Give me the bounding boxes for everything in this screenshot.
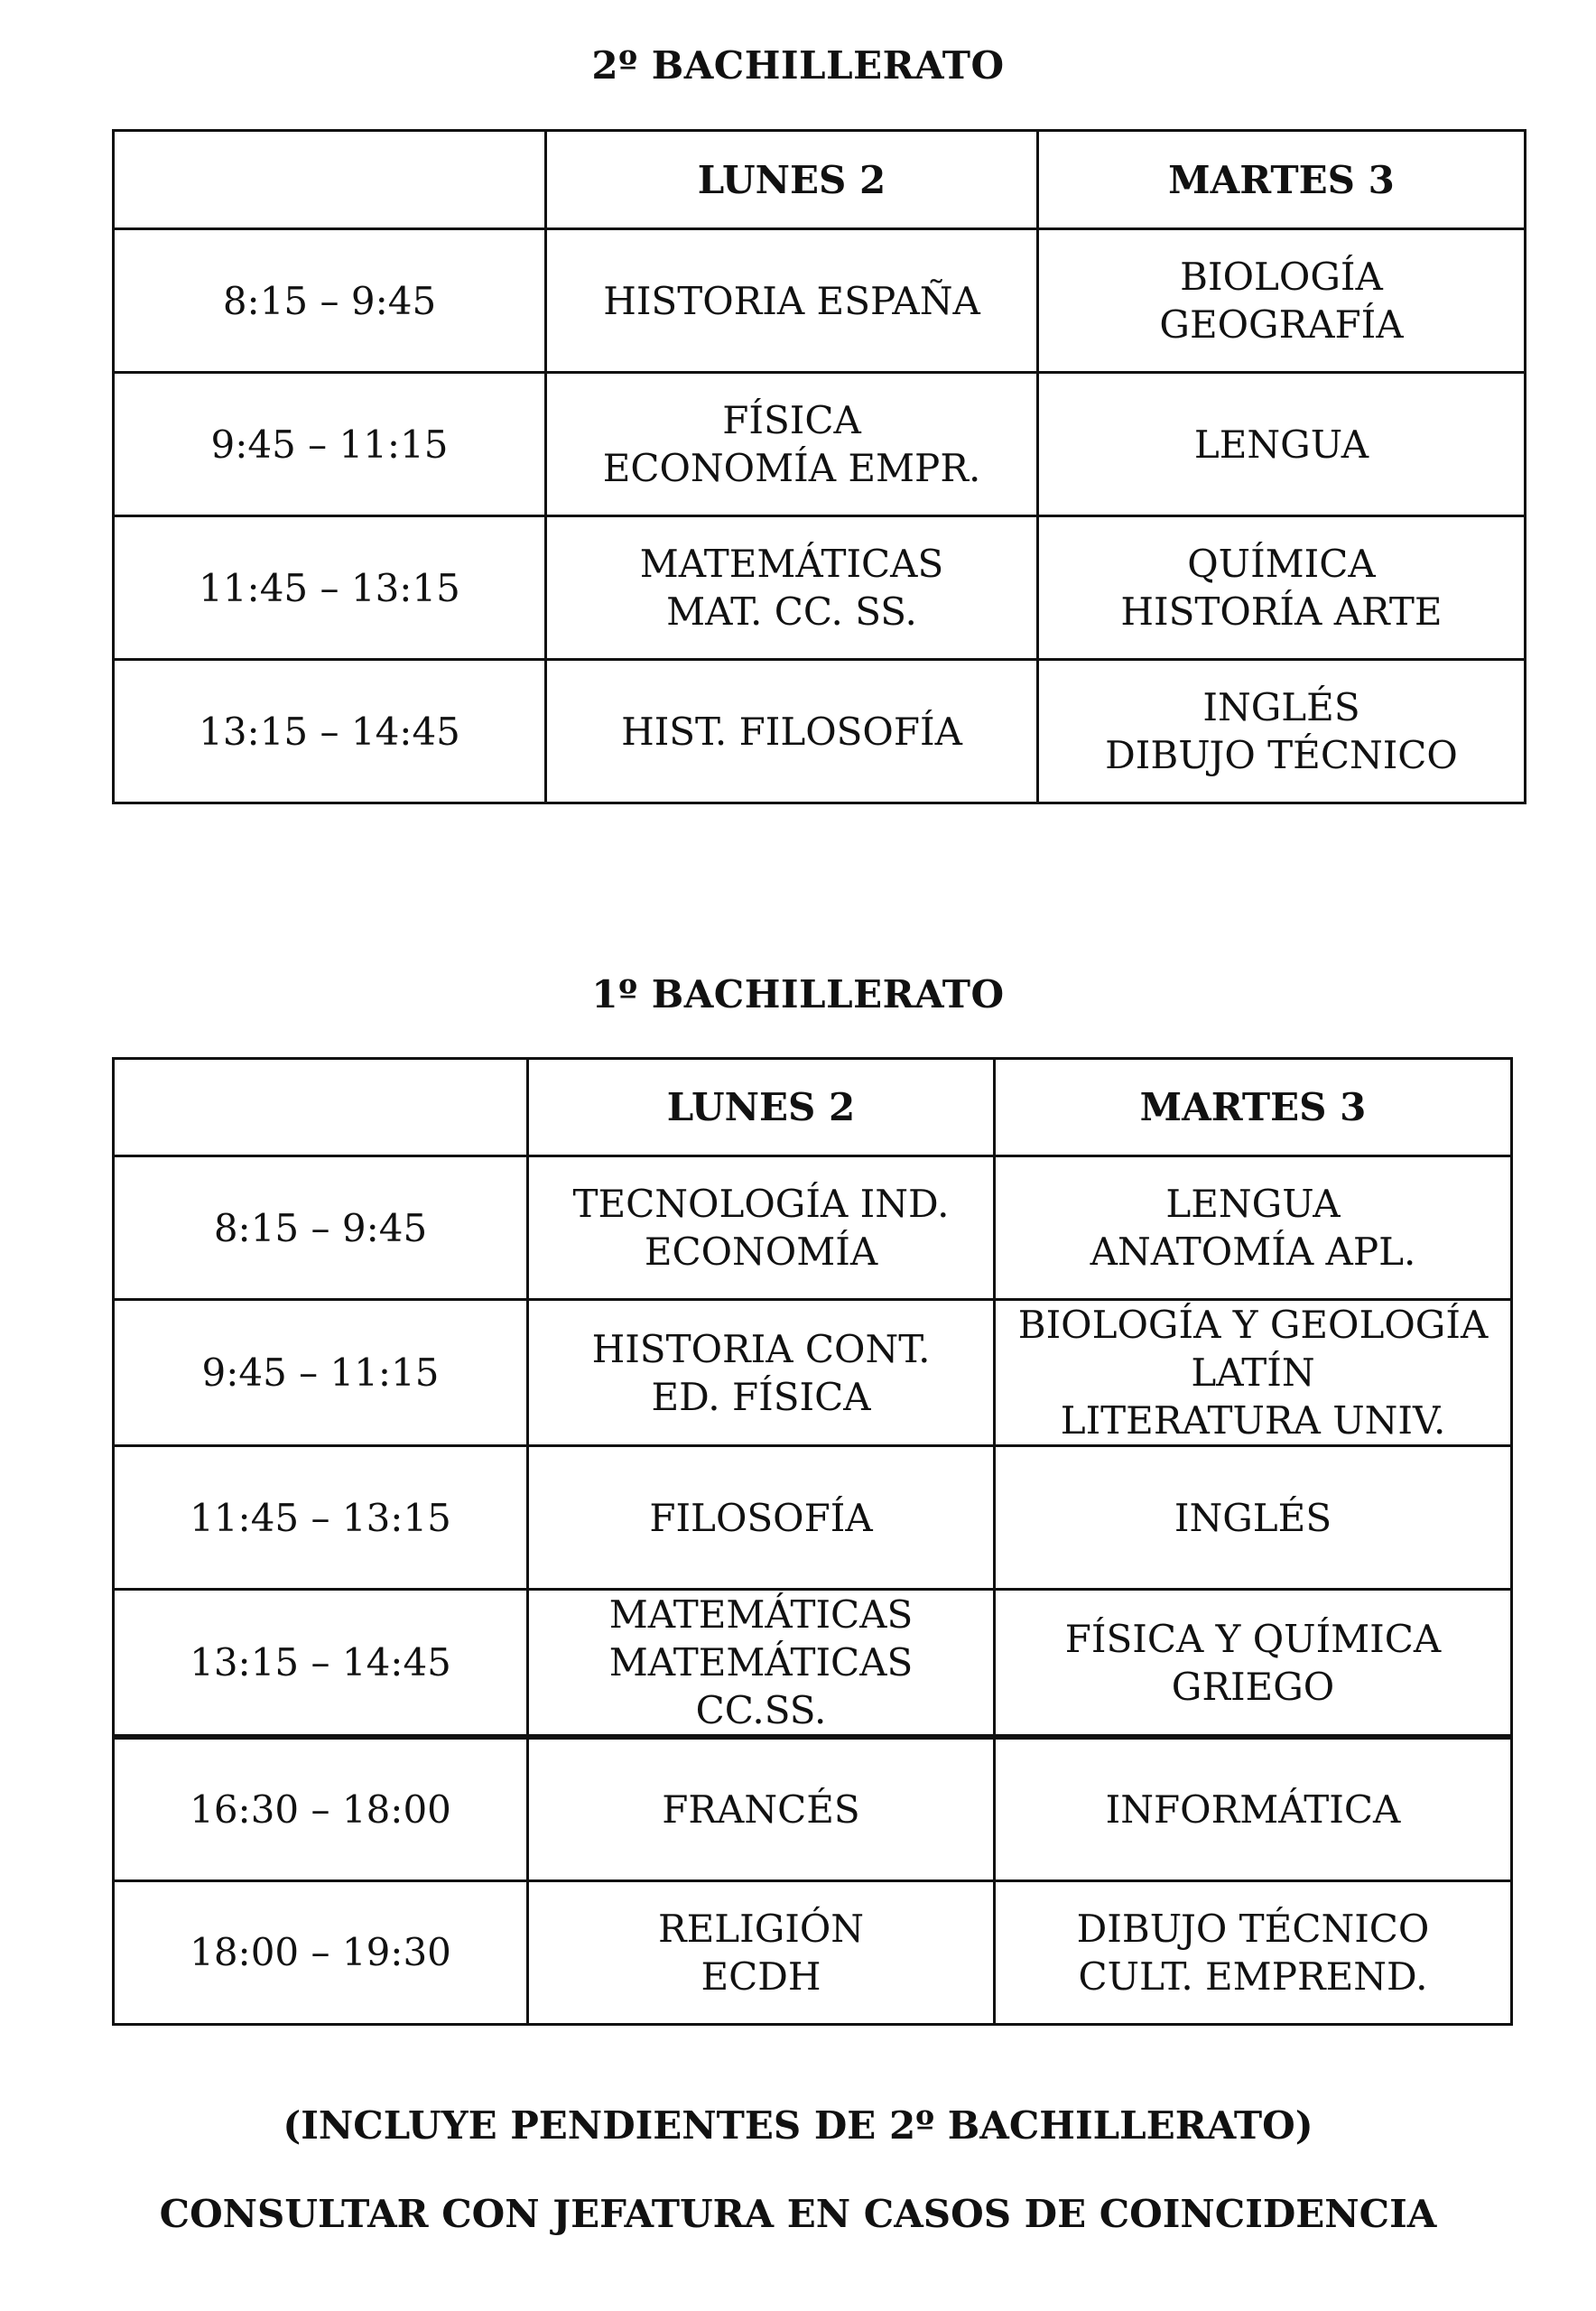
- time-cell: 18:00 – 19:30: [114, 1880, 528, 2024]
- bach1-title: 1º BACHILLERATO: [591, 972, 1005, 1016]
- subject: CC.SS.: [695, 1688, 827, 1732]
- subject-cell: [528, 1737, 995, 1880]
- time-cell: 11:45 – 13:15: [114, 1446, 528, 1590]
- bach1-header-row: [114, 1059, 1512, 1156]
- subject-cell: [1038, 229, 1526, 373]
- time-cell: 11:45 – 13:15: [114, 516, 546, 660]
- table-row: [114, 1590, 1512, 1738]
- bach1-day-lunes: LUNES 2: [528, 1059, 995, 1156]
- time-cell: 13:15 – 14:45: [114, 1590, 528, 1738]
- note-consultar: CONSULTAR CON JEFATURA EN CASOS DE COINCIDENCIA: [159, 2192, 1437, 2236]
- table-row: [114, 229, 1526, 373]
- table-row: [114, 660, 1526, 803]
- subject-cell: [546, 373, 1038, 516]
- subject: INGLÉS: [1202, 685, 1360, 729]
- note-pendientes: (INCLUYE PENDIENTES DE 2º BACHILLERATO): [283, 2103, 1313, 2148]
- subject-cell: [995, 1737, 1512, 1880]
- subject: BIOLOGÍA Y GEOLOGÍA: [1017, 1303, 1489, 1347]
- bach2-day-martes: MARTES 3: [1038, 131, 1526, 229]
- subject: HIST. FILOSOFÍA: [621, 709, 962, 754]
- subject-cell: [1038, 516, 1526, 660]
- subject: FRANCÉS: [662, 1787, 860, 1832]
- subject: LITERATURA UNIV.: [1060, 1398, 1446, 1443]
- bach2-title: 2º BACHILLERATO: [591, 43, 1005, 88]
- time-cell: 9:45 – 11:15: [114, 373, 546, 516]
- table-row: [114, 373, 1526, 516]
- bach2-corner-cell: [114, 131, 546, 229]
- subject-cell: [995, 1446, 1512, 1590]
- subject: FILOSOFÍA: [649, 1495, 873, 1540]
- subject: RELIGIÓN: [657, 1906, 865, 1951]
- subject: ECDH: [701, 1954, 821, 1999]
- subject: DIBUJO TÉCNICO: [1076, 1906, 1430, 1951]
- subject-cell: [995, 1590, 1512, 1738]
- bach2-header-row: [114, 131, 1526, 229]
- subject-cell: [528, 1300, 995, 1446]
- subject: INGLÉS: [1174, 1495, 1332, 1540]
- subject-cell: [546, 516, 1038, 660]
- subject: QUÍMICA: [1187, 542, 1376, 586]
- subject: MATEMÁTICAS: [608, 1640, 914, 1685]
- subject: ED. FÍSICA: [651, 1374, 871, 1419]
- time-cell: 13:15 – 14:45: [114, 660, 546, 803]
- time-cell: 8:15 – 9:45: [114, 1156, 528, 1300]
- subject-cell: [528, 1156, 995, 1300]
- table-row: [114, 1446, 1512, 1590]
- subject: ECONOMÍA EMPR.: [602, 446, 981, 490]
- table-row: [114, 1880, 1512, 2024]
- subject: FÍSICA: [722, 398, 861, 442]
- time-cell: 8:15 – 9:45: [114, 229, 546, 373]
- subject: LENGUA: [1193, 422, 1369, 467]
- subject: MATEMÁTICAS: [639, 542, 944, 586]
- subject-cell: [1038, 373, 1526, 516]
- time-cell: 9:45 – 11:15: [114, 1300, 528, 1446]
- bach1-table: [112, 1057, 1513, 2026]
- bach1-corner-cell: [114, 1059, 528, 1156]
- subject: MATEMÁTICAS: [608, 1592, 914, 1637]
- time-cell: 16:30 – 18:00: [114, 1737, 528, 1880]
- subject: CULT. EMPREND.: [1078, 1954, 1428, 1999]
- bach2-table: [112, 129, 1526, 804]
- subject: TECNOLOGÍA IND.: [572, 1182, 950, 1226]
- subject-cell: [995, 1156, 1512, 1300]
- subject: ECONOMÍA: [644, 1230, 878, 1274]
- subject: HISTORIA ESPAÑA: [603, 278, 980, 323]
- subject-cell: [995, 1300, 1512, 1446]
- subject-cell: [528, 1880, 995, 2024]
- table-row: [114, 1737, 1512, 1880]
- subject: FÍSICA Y QUÍMICA: [1064, 1616, 1442, 1661]
- subject: HISTORIA CONT.: [591, 1326, 931, 1371]
- subject: GEOGRAFÍA: [1159, 302, 1404, 347]
- subject-cell: [528, 1590, 995, 1738]
- subject: LENGUA: [1165, 1182, 1341, 1226]
- subject: INFORMÁTICA: [1105, 1787, 1401, 1832]
- bach2-day-lunes: LUNES 2: [546, 131, 1038, 229]
- subject: HISTORÍA ARTE: [1120, 589, 1443, 634]
- subject: LATÍN: [1191, 1350, 1315, 1395]
- subject: GRIEGO: [1171, 1664, 1335, 1709]
- subject: ANATOMÍA APL.: [1090, 1230, 1416, 1274]
- subject-cell: [528, 1446, 995, 1590]
- subject: MAT. CC. SS.: [666, 589, 917, 634]
- subject-cell: [995, 1880, 1512, 2024]
- subject-cell: [546, 229, 1038, 373]
- table-row: [114, 516, 1526, 660]
- subject: BIOLOGÍA: [1180, 255, 1383, 299]
- subject-cell: [1038, 660, 1526, 803]
- table-row: [114, 1156, 1512, 1300]
- bach1-day-martes: MARTES 3: [995, 1059, 1512, 1156]
- subject: DIBUJO TÉCNICO: [1105, 733, 1458, 777]
- subject-cell: [546, 660, 1038, 803]
- table-row: [114, 1300, 1512, 1446]
